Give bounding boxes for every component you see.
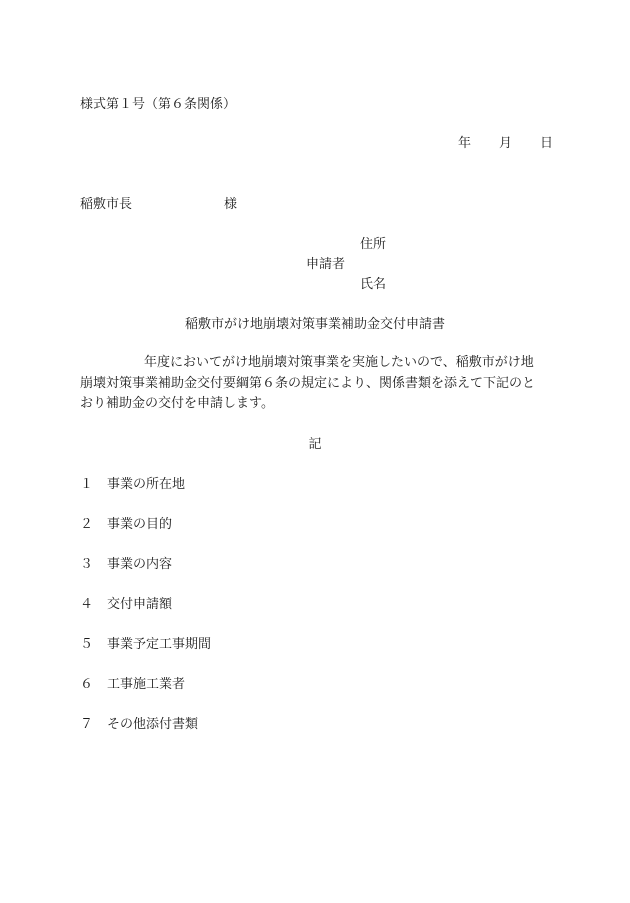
date-month: 月 (499, 136, 513, 151)
body-line-2: 崩壊対策事業補助金交付要綱第６条の規定により、関係書類を添えて下記のと (80, 375, 536, 391)
list-item (80, 638, 211, 651)
item-label: 事業の内容 (107, 557, 173, 572)
item-number: ６ (80, 677, 94, 692)
item-number: ４ (80, 597, 94, 612)
item-number: ３ (80, 557, 94, 572)
item-label: 事業の所在地 (107, 477, 186, 492)
date-line (458, 137, 553, 150)
applicant-label: 申請者 (306, 257, 346, 272)
date-day: 日 (540, 136, 554, 151)
date-year: 年 (458, 136, 472, 151)
body-paragraph (80, 353, 552, 415)
addressee-name: 稲敷市長 (80, 197, 133, 212)
item-label: その他添付書類 (107, 717, 199, 732)
list-item (80, 678, 185, 691)
list-item (80, 478, 185, 491)
list-item (80, 518, 172, 531)
item-number: ２ (80, 517, 94, 532)
item-number: ５ (80, 637, 94, 652)
list-item (80, 558, 172, 571)
item-number: １ (80, 477, 94, 492)
item-number: ７ (80, 717, 94, 732)
body-line-1: 年度においてがけ地崩壊対策事業を実施したいので、稲敷市がけ地 (144, 355, 534, 370)
address-label: 住所 (360, 237, 387, 252)
item-label: 事業の目的 (107, 517, 173, 532)
form-number: 様式第１号（第６条関係） (80, 97, 237, 112)
ki-heading: 記 (308, 437, 322, 452)
list-item (80, 718, 198, 731)
document-title: 稲敷市がけ地崩壊対策事業補助金交付申請書 (184, 317, 445, 332)
item-label: 交付申請額 (107, 597, 173, 612)
name-label: 氏名 (360, 277, 387, 292)
body-line-3: おり補助金の交付を申請します。 (80, 396, 274, 411)
addressee-honorific: 様 (224, 197, 238, 212)
item-label: 事業予定工事期間 (107, 637, 212, 652)
addressee (80, 198, 237, 211)
item-label: 工事施工業者 (107, 677, 186, 692)
list-item (80, 598, 172, 611)
